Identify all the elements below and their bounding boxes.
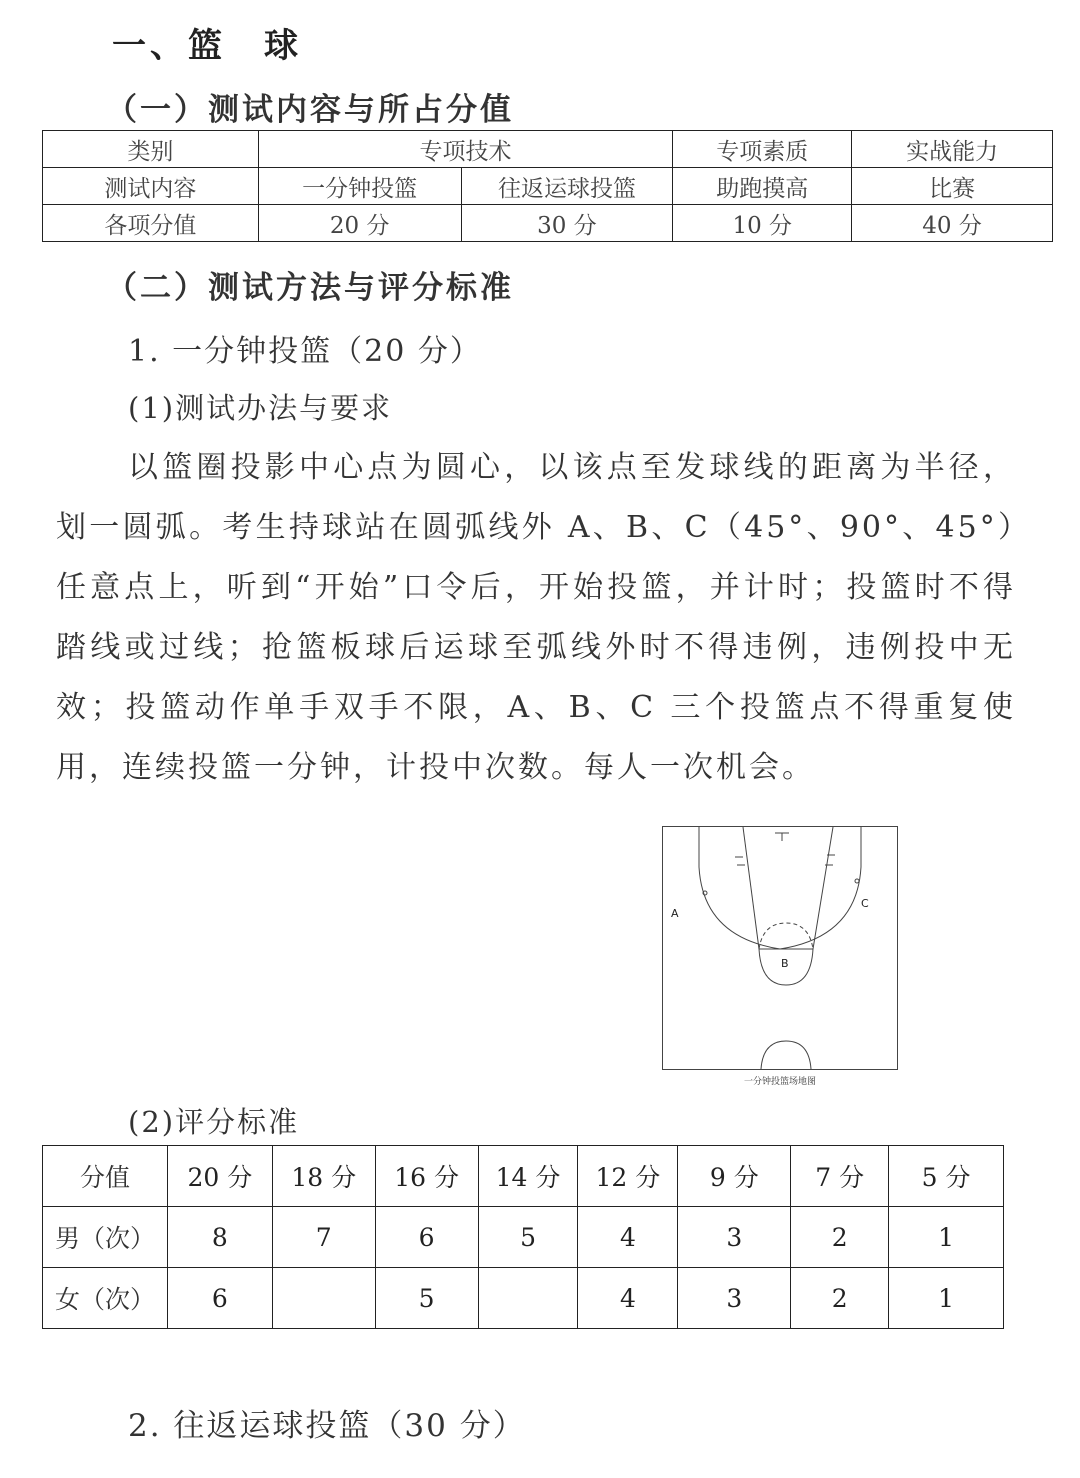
table-cell: 3 bbox=[678, 1268, 791, 1329]
table-cell bbox=[478, 1268, 578, 1329]
item-title-dribble-shooting: 2. 往返运球投篮（30 分） bbox=[128, 1408, 526, 1444]
item-title-one-minute-shooting: 1. 一分钟投篮（20 分） bbox=[128, 334, 482, 369]
table-cell: 20 分 bbox=[258, 205, 461, 242]
table-cell: 2 bbox=[791, 1207, 889, 1268]
table-cell: 20 分 bbox=[167, 1146, 272, 1207]
table-cell: 9 分 bbox=[678, 1146, 791, 1207]
table-cell: 30 分 bbox=[461, 205, 673, 242]
table-cell: 1 bbox=[889, 1268, 1004, 1329]
table-cell: 5 bbox=[478, 1207, 578, 1268]
table-cell: 各项分值 bbox=[43, 205, 259, 242]
row-label-cell: 女（次） bbox=[43, 1268, 168, 1329]
shooting-arc bbox=[699, 827, 861, 949]
table-cell: 12 分 bbox=[578, 1146, 678, 1207]
table-cell: 18 分 bbox=[272, 1146, 375, 1207]
table-cell: 14 分 bbox=[478, 1146, 578, 1207]
table-cell: 5 分 bbox=[889, 1146, 1004, 1207]
section-title: 一、篮 球 bbox=[112, 26, 302, 66]
table-cell: 助跑摸高 bbox=[673, 168, 852, 205]
table-row bbox=[43, 205, 1053, 242]
table-cell: 7 分 bbox=[791, 1146, 889, 1207]
item-subtitle-method: (1)测试办法与要求 bbox=[128, 391, 393, 425]
table-cell: 5 bbox=[375, 1268, 478, 1329]
table-cell: 测试内容 bbox=[43, 168, 259, 205]
item-subtitle-scoring: (2)评分标准 bbox=[128, 1105, 300, 1139]
center-circle bbox=[761, 1041, 811, 1069]
table-cell: 3 bbox=[678, 1207, 791, 1268]
table-cell: 实战能力 bbox=[852, 131, 1053, 168]
table-cell: 7 bbox=[272, 1207, 375, 1268]
table-cell: 8 bbox=[167, 1207, 272, 1268]
table-cell: 往返运球投篮 bbox=[461, 168, 673, 205]
table-cell: 6 bbox=[167, 1268, 272, 1329]
table-cell: 10 分 bbox=[673, 205, 852, 242]
table-cell: 6 bbox=[375, 1207, 478, 1268]
subsection-title-methods: （二）测试方法与评分标准 bbox=[106, 270, 514, 306]
point-a-label: A bbox=[671, 907, 679, 920]
table-cell bbox=[272, 1268, 375, 1329]
table-cell: 4 bbox=[578, 1268, 678, 1329]
table-cell: 2 bbox=[791, 1268, 889, 1329]
scoring-standard-table bbox=[42, 1145, 1004, 1329]
table-cell: 4 bbox=[578, 1207, 678, 1268]
point-c-label: C bbox=[861, 897, 869, 910]
table-cell: 一分钟投篮 bbox=[258, 168, 461, 205]
row-label-cell: 分值 bbox=[43, 1146, 168, 1207]
court-diagram bbox=[662, 826, 898, 1070]
table-cell: 40 分 bbox=[852, 205, 1053, 242]
table-row bbox=[43, 1207, 1004, 1268]
row-label-cell: 男（次） bbox=[43, 1207, 168, 1268]
free-throw-circle-dashed bbox=[759, 923, 813, 949]
table-row bbox=[43, 1146, 1004, 1207]
method-paragraph: 以篮圈投影中心点为圆心，以该点至发球线的距离为半径，划一圆弧。考生持球站在圆弧线外 A、B、C（45°、90°、45°）任意点上，听到“开始”口令后，开始投篮，并计时；投篮时不得踏线或过线；抢篮板球后运球至弧线外时不得违例，违例投中无效；投篮动作单手双手不限，A、B、C 三个投篮点不得重复使用，连续投篮一分钟，计投中次数。每人一次机会。 bbox=[56, 450, 1016, 785]
table-cell: 类别 bbox=[43, 131, 259, 168]
court-diagram-caption: 一分钟投篮场地图 bbox=[743, 1077, 816, 1087]
lane-line-left bbox=[743, 827, 759, 949]
table-row bbox=[43, 168, 1053, 205]
table-row bbox=[43, 1268, 1004, 1329]
table-cell: 比赛 bbox=[852, 168, 1053, 205]
table-row bbox=[43, 131, 1053, 168]
point-b-label: B bbox=[781, 957, 789, 970]
test-content-score-table bbox=[42, 130, 1053, 242]
table-cell: 专项素质 bbox=[673, 131, 852, 168]
court-drawing bbox=[663, 827, 897, 1069]
table-cell: 1 bbox=[889, 1207, 1004, 1268]
point-c-marker bbox=[855, 879, 859, 883]
subsection-title-content-scores: （一）测试内容与所占分值 bbox=[106, 92, 514, 128]
table-cell: 16 分 bbox=[375, 1146, 478, 1207]
table-cell: 专项技术 bbox=[258, 131, 673, 168]
lane-line-right bbox=[813, 827, 833, 949]
